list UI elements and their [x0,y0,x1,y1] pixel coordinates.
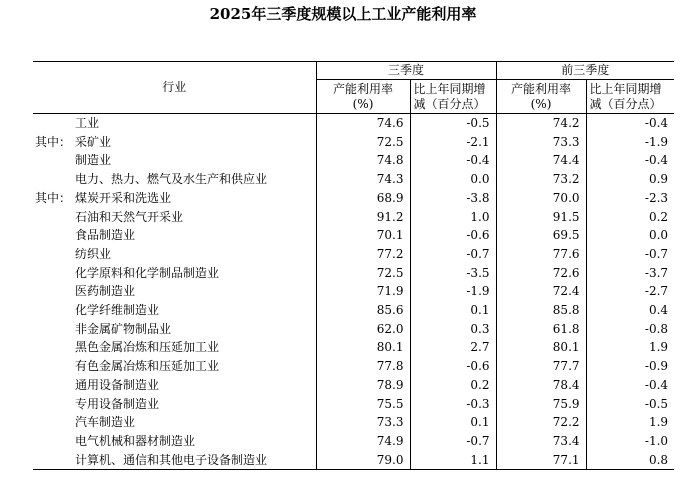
industry-name: 专用设备制造业 [75,396,160,411]
industry-cell [33,208,316,227]
header-change-line2: 减（百分点） [589,96,662,111]
table-row [33,338,674,357]
ytd-change-cell: 0.2 [586,208,674,227]
q3-rate-cell: 73.3 [316,413,410,432]
q3-change-cell: -3.5 [410,264,496,283]
industry-cell [33,357,316,376]
capacity-utilization-table [33,61,674,470]
ytd-rate-cell: 72.6 [496,264,586,283]
ytd-change-cell: 1.9 [586,338,674,357]
industry-name: 工业 [75,116,100,130]
table-row [33,376,674,395]
industry-name: 石油和天然气开采业 [75,209,184,224]
table-row [33,413,674,432]
header-rate-line2: (%) [530,96,552,111]
industry-name: 制造业 [75,153,112,168]
industry-name: 计算机、通信和其他电子设备制造业 [75,452,268,467]
table-row [33,226,674,245]
q3-rate-cell: 62.0 [316,320,410,339]
ytd-change-cell: -2.7 [586,282,674,301]
ytd-rate-cell: 69.5 [496,226,586,245]
ytd-rate-cell: 85.8 [496,301,586,320]
row-prefix: 其中： [35,134,72,149]
ytd-change-cell: -0.8 [586,320,674,339]
page-title: 2025年三季度规模以上工业产能利用率 [209,5,477,23]
q3-change-cell: 0.1 [410,301,496,320]
industry-cell [33,151,316,170]
ytd-rate-cell: 72.4 [496,282,586,301]
q3-rate-cell: 68.9 [316,189,410,208]
table-row [33,170,674,189]
ytd-rate-cell: 77.7 [496,357,586,376]
q3-rate-cell: 72.5 [316,133,410,152]
ytd-rate-cell: 73.4 [496,432,586,451]
industry-cell [33,451,316,470]
row-prefix: 其中： [35,190,72,205]
ytd-change-cell: 0.9 [586,170,674,189]
q3-change-cell: -0.7 [410,432,496,451]
industry-cell [33,245,316,264]
table-row [33,432,674,451]
header-q3-rate [316,80,410,114]
table-row [33,395,674,414]
q3-change-cell: -2.1 [410,133,496,152]
q3-rate-cell: 74.8 [316,151,410,170]
q3-rate-cell: 85.6 [316,301,410,320]
q3-change-cell: 1.0 [410,208,496,227]
q3-rate-cell: 77.2 [316,245,410,264]
industry-name: 医药制造业 [75,284,136,299]
q3-change-cell: -0.6 [410,226,496,245]
q3-rate-cell: 74.9 [316,432,410,451]
header-rate-line2: (%) [352,96,374,111]
industry-name: 化学纤维制造业 [75,303,160,318]
ytd-rate-cell: 72.2 [496,413,586,432]
ytd-change-cell: -0.9 [586,357,674,376]
industry-cell [33,301,316,320]
industry-name: 食品制造业 [75,228,136,243]
ytd-change-cell: -2.3 [586,189,674,208]
industry-cell [33,170,316,189]
ytd-change-cell: -0.4 [586,114,674,133]
header-prev-q3: 前三季度 [496,62,674,80]
industry-cell [33,432,316,451]
table-row [33,282,674,301]
table-row [33,133,674,152]
industry-name: 汽车制造业 [75,415,136,430]
ytd-rate-cell: 80.1 [496,338,586,357]
industry-name: 有色金属冶炼和压延加工业 [75,359,220,374]
header-rate-line1: 产能利用率 [511,81,572,96]
ytd-rate-cell: 77.1 [496,451,586,470]
q3-change-cell: -0.4 [410,151,496,170]
ytd-change-cell: -1.0 [586,432,674,451]
q3-change-cell: 0.1 [410,413,496,432]
table-row [33,208,674,227]
q3-rate-cell: 74.3 [316,170,410,189]
table-row [33,189,674,208]
ytd-rate-cell: 73.3 [496,133,586,152]
industry-name: 电气机械和器材制造业 [75,433,196,448]
q3-rate-cell: 71.9 [316,282,410,301]
table-row [33,114,674,133]
industry-name: 纺织业 [75,246,112,261]
header-change-line2: 减（百分点） [413,96,486,111]
ytd-change-cell: 0.0 [586,226,674,245]
industry-name: 黑色金属冶炼和压延加工业 [75,340,220,355]
industry-cell [33,264,316,283]
q3-rate-cell: 72.5 [316,264,410,283]
q3-change-cell: 1.1 [410,451,496,470]
ytd-change-cell: 0.4 [586,301,674,320]
ytd-change-cell: -0.5 [586,395,674,414]
industry-name: 煤炭开采和洗选业 [75,190,172,205]
industry-cell [33,320,316,339]
header-change-line1: 比上年同期增 [413,81,486,96]
ytd-change-cell: -0.4 [586,151,674,170]
table-row [33,357,674,376]
q3-rate-cell: 80.1 [316,338,410,357]
q3-rate-cell: 74.6 [316,114,410,133]
ytd-change-cell: -0.4 [586,376,674,395]
q3-change-cell: -1.9 [410,282,496,301]
q3-change-cell: 0.0 [410,170,496,189]
industry-cell [33,376,316,395]
q3-rate-cell: 79.0 [316,451,410,470]
industry-name: 非金属矿物制品业 [75,321,172,336]
table-body [33,114,674,470]
ytd-rate-cell: 77.6 [496,245,586,264]
industry-cell [33,114,316,133]
ytd-rate-cell: 91.5 [496,208,586,227]
q3-change-cell: 0.3 [410,320,496,339]
ytd-rate-cell: 61.8 [496,320,586,339]
ytd-change-cell: -0.7 [586,245,674,264]
ytd-rate-cell: 75.9 [496,395,586,414]
industry-cell [33,338,316,357]
table-row [33,451,674,470]
industry-name: 采矿业 [75,134,112,149]
header-ytd-rate [496,80,586,114]
industry-name: 通用设备制造业 [75,377,160,392]
header-industry: 行业 [33,62,316,114]
table-row [33,245,674,264]
ytd-rate-cell: 70.0 [496,189,586,208]
q3-change-cell: -0.3 [410,395,496,414]
header-change-line1: 比上年同期增 [589,81,662,96]
industry-cell [33,282,316,301]
ytd-change-cell: -3.7 [586,264,674,283]
header-rate-line1: 产能利用率 [332,81,393,96]
q3-rate-cell: 70.1 [316,226,410,245]
ytd-change-cell: 1.9 [586,413,674,432]
q3-change-cell: -3.8 [410,189,496,208]
ytd-rate-cell: 78.4 [496,376,586,395]
q3-rate-cell: 77.8 [316,357,410,376]
table-row [33,320,674,339]
ytd-change-cell: -1.9 [586,133,674,152]
q3-rate-cell: 91.2 [316,208,410,227]
q3-change-cell: 2.7 [410,338,496,357]
q3-change-cell: -0.5 [410,114,496,133]
industry-name: 化学原料和化学制品制造业 [75,265,220,280]
table-row [33,301,674,320]
header-ytd-change [586,80,674,114]
table-row [33,151,674,170]
industry-cell [33,395,316,414]
industry-cell [33,226,316,245]
industry-cell [33,133,316,152]
q3-change-cell: -0.6 [410,357,496,376]
ytd-rate-cell: 73.2 [496,170,586,189]
header-q3: 三季度 [316,62,496,80]
header-q3-change [410,80,496,114]
q3-change-cell: 0.2 [410,376,496,395]
industry-cell [33,189,316,208]
ytd-rate-cell: 74.2 [496,114,586,133]
q3-rate-cell: 78.9 [316,376,410,395]
industry-name: 电力、热力、燃气及水生产和供应业 [75,172,268,187]
ytd-change-cell: 0.8 [586,451,674,470]
ytd-rate-cell: 74.4 [496,151,586,170]
table-row [33,264,674,283]
q3-change-cell: -0.7 [410,245,496,264]
industry-cell [33,413,316,432]
q3-rate-cell: 75.5 [316,395,410,414]
